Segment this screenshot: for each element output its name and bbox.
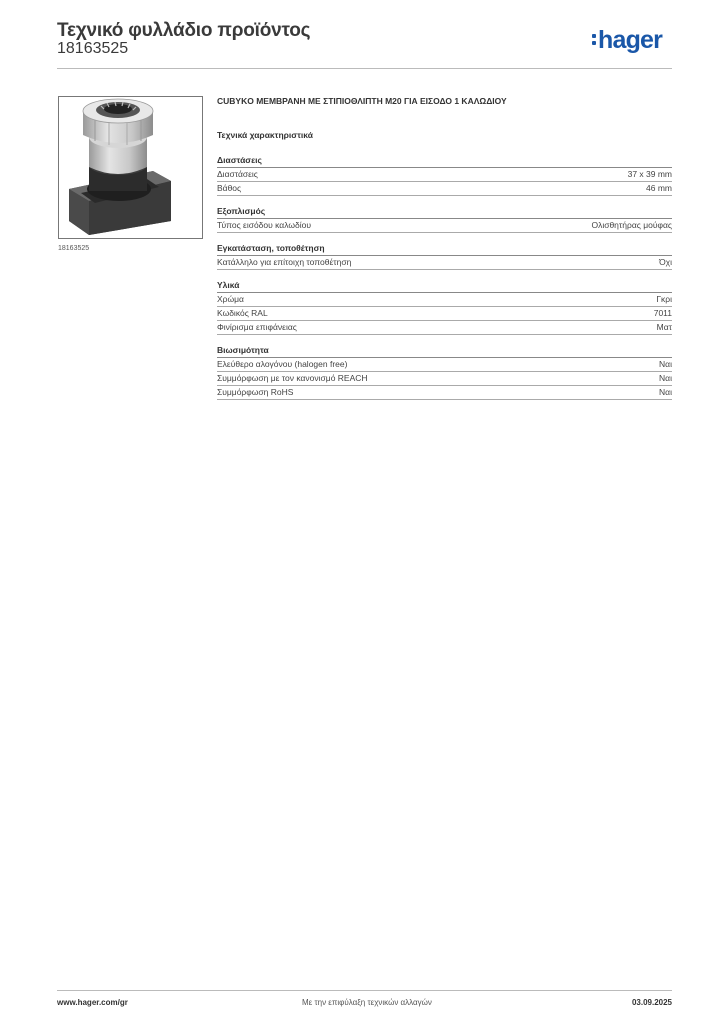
product-photo <box>58 96 203 239</box>
spec-value: Ολισθητήρας μούφας <box>591 220 672 230</box>
spec-row <box>217 321 672 335</box>
spec-label: Συμμόρφωση RoHS <box>217 387 294 397</box>
spec-group-title: Εξοπλισμός <box>217 206 672 219</box>
logo-dots-icon <box>592 28 597 48</box>
spec-value: 7011 <box>653 308 672 318</box>
spec-value: Γκρι <box>656 294 672 304</box>
footer-notice: Με την επιφύλαξη τεχνικών αλλαγών <box>302 998 432 1007</box>
hager-logo[interactable] <box>592 28 662 53</box>
spec-group-title: Διαστάσεις <box>217 155 672 168</box>
footer-divider <box>57 990 672 991</box>
spec-label: Συμμόρφωση με τον κανονισμό REACH <box>217 373 368 383</box>
product-code: 18163525 <box>57 40 129 57</box>
spec-label: Διαστάσεις <box>217 169 258 179</box>
section-title: Τεχνικά χαρακτηριστικά <box>217 130 313 140</box>
logo-text: hager <box>598 26 663 54</box>
spec-row <box>217 219 672 233</box>
spec-row <box>217 293 672 307</box>
spec-row <box>217 307 672 321</box>
spec-label: Χρώμα <box>217 294 244 304</box>
spec-group-title: Εγκατάσταση, τοποθέτηση <box>217 243 672 256</box>
spec-value: Ναι <box>659 359 672 369</box>
spec-label: Ελεύθερο αλογόνου (halogen free) <box>217 359 348 369</box>
spec-label: Τύπος εισόδου καλωδίου <box>217 220 311 230</box>
spec-row <box>217 386 672 400</box>
spec-value: Ναι <box>659 387 672 397</box>
spec-value: 37 x 39 mm <box>627 169 672 179</box>
spec-value: 46 mm <box>646 183 672 193</box>
spec-label: Φινίρισμα επιφάνειας <box>217 322 297 332</box>
footer-website-link[interactable]: www.hager.com/gr <box>57 998 128 1007</box>
spec-row <box>217 256 672 270</box>
spec-row <box>217 182 672 196</box>
cable-gland-product-image <box>59 97 202 238</box>
spec-sheet <box>217 96 672 400</box>
spec-value: Ναι <box>659 373 672 383</box>
spec-row <box>217 168 672 182</box>
footer-date: 03.09.2025 <box>631 998 672 1007</box>
spec-row <box>217 358 672 372</box>
spec-label: Βάθος <box>217 183 242 193</box>
spec-value: Ματ <box>656 322 672 332</box>
spec-groups <box>217 155 672 400</box>
spec-group-title: Υλικά <box>217 280 672 293</box>
photo-caption: 18163525 <box>58 245 90 252</box>
header-divider <box>57 68 672 69</box>
spec-label: Κατάλληλο για επίτοιχη τοποθέτηση <box>217 257 352 267</box>
spec-row <box>217 372 672 386</box>
spec-label: Κωδικός RAL <box>217 308 268 318</box>
spec-group-title: Βιωσιμότητα <box>217 345 672 358</box>
product-title: CUBYKO ΜΕΜΒΡΑΝΗ ΜΕ ΣΤΙΠΙΟΘΛΙΠΤΗ M20 ΓΙΑ ΕΙΣΟΔΟ 1 ΚΑΛΩΔΙΟΥ <box>217 96 507 106</box>
page-title: Τεχνικό φυλλάδιο προϊόντος <box>57 20 311 41</box>
spec-value: Όχι <box>659 257 672 267</box>
